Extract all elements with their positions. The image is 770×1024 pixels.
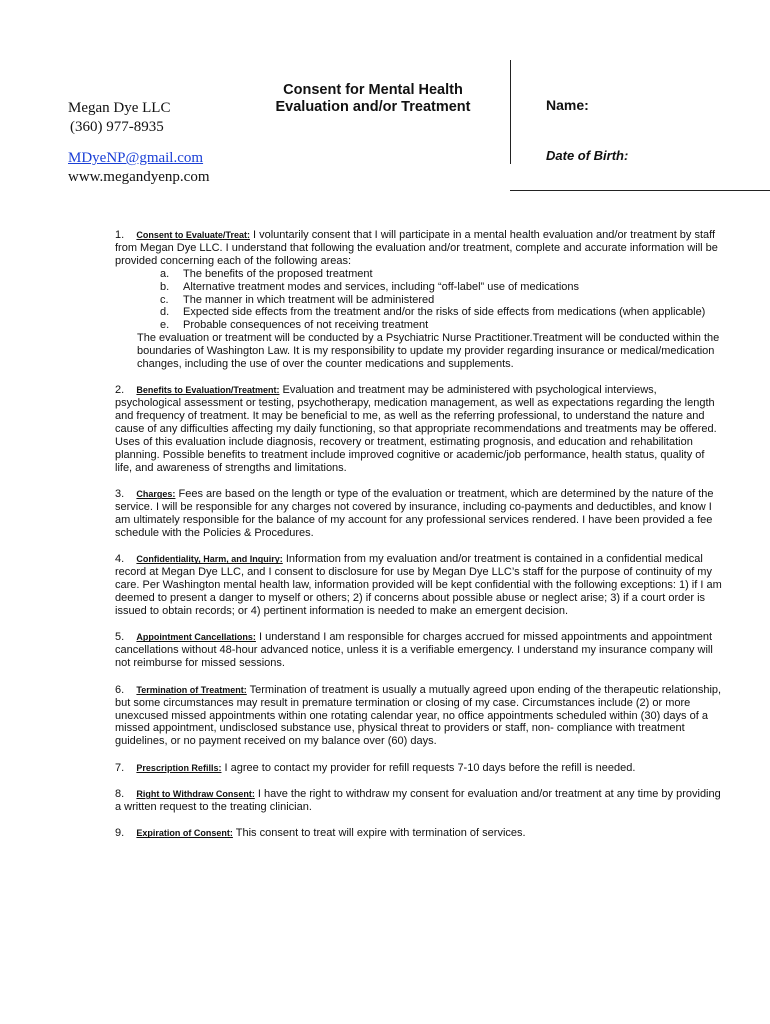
section-appointment-cancellations	[115, 631, 723, 670]
section-text: Information from my evaluation and/or treatment is contained in a confidential medical record at Megan Dye LLC, and I consent to disclosure for use by Megan Dye LLC’s staff for the purpose of continuity of my care. Per Washington mental health law, information provided will be kept confidential with the following exceptions: 1) if I am deemed to present a danger to myself or others; 2) if concerns about possible abuse or neglect arise; 3) if a court order is issued to obtain records; or 4) pertinent information is needed to make an emergent decision.	[115, 553, 722, 618]
section-number: 6.	[115, 683, 125, 696]
section-expiration	[115, 827, 723, 840]
section-charges	[115, 488, 723, 540]
section-heading: Consent to Evaluate/Treat:	[136, 230, 250, 240]
section-number: 9.	[115, 827, 125, 840]
section-confidentiality	[115, 553, 723, 618]
section-number: 7.	[115, 761, 125, 774]
section-text: I voluntarily consent that I will participate in a mental health evaluation and/or treatment by staff from Megan Dye LLC. I understand that following the evaluation and/or treatment, complete and accurate information will be provided concerning each of the following areas:	[115, 229, 718, 267]
document-title	[258, 82, 488, 116]
section-heading: Benefits to Evaluation/Treatment:	[136, 385, 280, 396]
list-item: c. The manner in which treatment will be administered	[160, 293, 435, 306]
section-heading: Confidentiality, Harm, and Inquiry:	[136, 554, 283, 565]
section-text: Fees are based on the length or type of the evaluation or treatment, which are determined by the nature of the service. I will be responsible for any charges not covered by insurance, including co-payments and deductibles, and know I am ultimately responsible for the balance of my account for any professional services rendered. I have been provided a fee schedule with the Policies & Procedures.	[115, 488, 714, 540]
section-number: 4.	[115, 553, 125, 566]
section-heading: Charges:	[136, 489, 176, 500]
section-prescription-refills	[115, 762, 723, 775]
org-email-link[interactable]: MDyeNP@gmail.com	[68, 150, 204, 166]
section-withdraw-consent	[115, 788, 723, 814]
org-phone: (360) 977-8935	[70, 119, 164, 135]
consent-sections	[115, 229, 723, 854]
org-contact-block	[68, 99, 210, 187]
header-divider-horizontal	[510, 190, 770, 191]
section-termination	[115, 684, 723, 749]
document-title-line2: Evaluation and/or Treatment	[275, 99, 471, 115]
section-number: 8.	[115, 788, 125, 801]
dob-label: Date of Birth:	[546, 148, 629, 163]
list-item: b. Alternative treatment modes and services, including “off-label” use of medications	[160, 280, 579, 293]
section-text: I agree to contact my provider for refill requests 7-10 days before the refill is needed.	[221, 761, 636, 774]
section-text: I have the right to withdraw my consent for evaluation and/or treatment at any time by providing a written request to the treating clinician.	[115, 788, 721, 814]
section-number: 2.	[115, 384, 125, 397]
section-number: 3.	[115, 488, 125, 501]
section-benefits	[115, 384, 723, 474]
list-item: d. Expected side effects from the treatment and/or the risks of side effects from medications (when applicable)	[160, 306, 706, 319]
list-item: e. Probable consequences of not receiving treatment	[160, 319, 429, 332]
section-heading: Prescription Refills:	[136, 762, 222, 773]
name-label: Name:	[546, 97, 589, 113]
section-number: 1.	[115, 229, 125, 241]
section-consent-to-treat	[115, 229, 723, 371]
section-heading: Termination of Treatment:	[136, 684, 247, 695]
header-divider-vertical	[510, 60, 511, 164]
org-name: Megan Dye LLC	[68, 100, 171, 116]
section-heading: Expiration of Consent:	[136, 828, 233, 839]
section-number: 5.	[115, 631, 125, 644]
section-text: Termination of treatment is usually a mutually agreed upon ending of the therapeutic relationship, but some circumstances may result in premature termination or closing of my case. Circumstances include (2) or more unexcused missed appointments within one rotating calendar year, no office appointments scheduled within (30) days of a missed appointment, undisclosed substance use, physical threat to providers or staff, non- compliance with treatment guidelines, or no payment received on my balance over (60) days.	[115, 683, 722, 748]
section-heading: Right to Withdraw Consent:	[136, 789, 255, 800]
section-heading: Appointment Cancellations:	[136, 632, 256, 643]
document-title-line1: Consent for Mental Health	[283, 82, 463, 98]
section-text: This consent to treat will expire with termination of services.	[232, 827, 526, 840]
list-item: a. The benefits of the proposed treatment	[160, 267, 373, 280]
consent-areas-list	[115, 268, 723, 333]
section-text: I understand I am responsible for charges accrued for missed appointments and appointment cancellations without 48-hour advanced notice, unless it is a verifiable emergency. I understand my insurance company will not reimburse for missed sessions.	[115, 631, 713, 670]
section-text: The evaluation or treatment will be conducted by a Psychiatric Nurse Practitioner.Treatment will be conducted within the boundaries of Washington Law. It is my responsibility to update my provider regarding insurance or medical/medication changes, including the use of over the counter medications and supplements.	[137, 332, 720, 371]
section-text: Evaluation and treatment may be administered with psychological interviews, psychological assessment or testing, psychotherapy, medication management, as well as expectations regarding the length and frequency of treatment. It may be beneficial to me, as well as the referring professional, to understand the nature and cause of any difficulties affecting my daily functioning, so that appropriate recommendations and treatments may be offered. Uses of this evaluation include diagnosis, recovery or treatment, estimating prognosis, and education and rehabilitation planning. Possible benefits to treatment include improved cognitive or academic/job performance, health status, quality of life, and awareness of strengths and limitations.	[115, 384, 717, 474]
org-website: www.megandyenp.com	[68, 169, 210, 185]
